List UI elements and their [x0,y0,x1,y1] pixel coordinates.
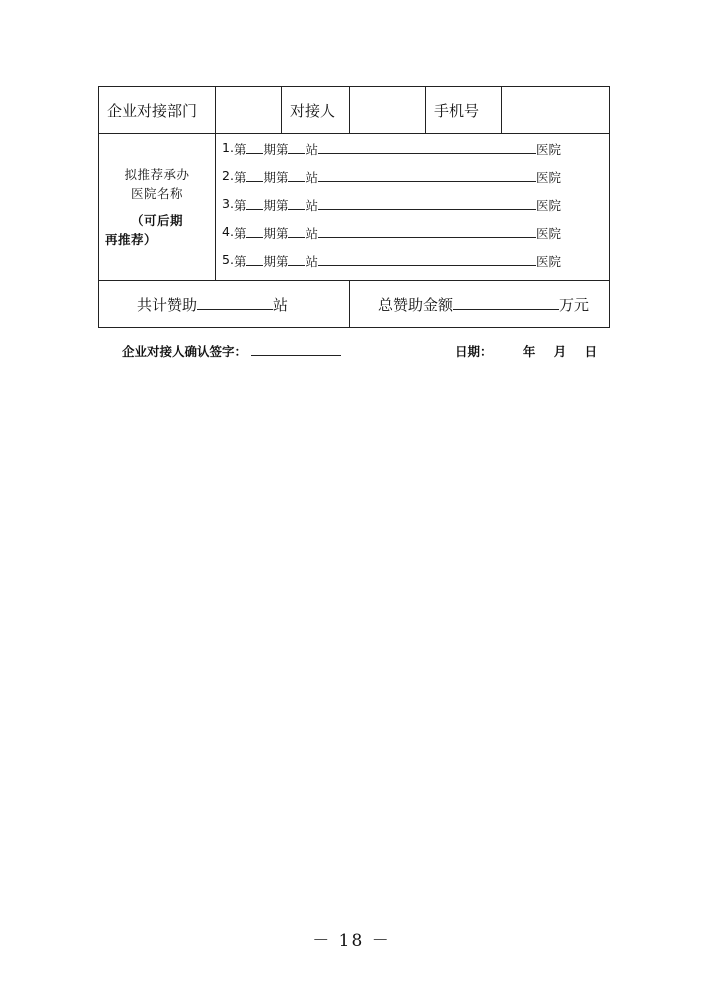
total-amount-field[interactable] [453,296,559,310]
hospital-list [216,134,609,280]
hospital-item [222,196,609,224]
contact-label: 对接人 [282,87,350,134]
hospital-name-field[interactable] [318,252,536,266]
hospital-station-field[interactable] [288,224,305,238]
hospital-item-station-suffix: 站 [305,226,318,241]
hospital-item-number: 4. [222,224,234,239]
totals-row [99,281,610,328]
total-stations-field[interactable] [197,296,273,310]
hospital-item-station-suffix: 站 [305,198,318,213]
sponsorship-form-table [98,86,610,328]
dept-field[interactable] [216,87,282,134]
signature-line [122,342,341,360]
amount-prefix: 总赞助金额 [378,295,454,314]
recommend-label-line1: 拟推荐承办 [124,167,190,182]
hospital-item-suffix: 医院 [535,254,561,269]
total-prefix: 共计赞助 [137,295,198,314]
date-label: 日期： [455,344,493,359]
total-stations-cell [99,281,350,328]
hospital-item-station-prefix: 期第 [263,254,289,269]
hospital-item [222,140,609,168]
hospital-item-phase-prefix: 第 [233,142,247,157]
recommend-label [99,134,216,281]
hospital-item-phase-prefix: 第 [233,170,247,185]
hospital-item-number: 1. [222,140,234,155]
hospital-item-station-prefix: 期第 [263,170,289,185]
hospital-station-field[interactable] [288,140,305,154]
hospital-item-phase-prefix: 第 [233,198,247,213]
date-day: 日 [584,344,598,359]
signature-label: 企业对接人确认签字： [122,344,248,359]
hospital-name-field[interactable] [318,196,536,210]
date-line [455,342,597,360]
dept-label: 企业对接部门 [99,87,216,134]
phone-label: 手机号 [426,87,502,134]
hospital-item-phase-prefix: 第 [233,254,247,269]
phone-field[interactable] [502,87,610,134]
hospital-name-field[interactable] [318,224,536,238]
hospital-phase-field[interactable] [246,196,263,210]
contact-field[interactable] [350,87,426,134]
hospital-item-number: 5. [222,252,234,267]
hospital-item [222,224,609,252]
hospital-item [222,252,609,280]
hospital-item-suffix: 医院 [535,170,561,185]
hospital-item [222,168,609,196]
hospital-phase-field[interactable] [246,252,263,266]
total-suffix: 站 [273,295,289,314]
hospital-item-station-prefix: 期第 [263,142,289,157]
total-amount-cell [350,281,610,328]
hospital-station-field[interactable] [288,168,305,182]
contact-info-row [99,87,610,134]
date-year: 年 [522,344,536,359]
date-month: 月 [553,344,567,359]
amount-suffix: 万元 [559,295,590,314]
hospital-name-field[interactable] [318,168,536,182]
hospital-item-station-suffix: 站 [305,142,318,157]
recommend-note-line2: 再推荐） [105,232,158,247]
hospital-item-suffix: 医院 [535,226,561,241]
hospital-item-station-prefix: 期第 [263,226,289,241]
recommend-label-line2: 医院名称 [130,186,183,201]
page-number: － 18 － [312,931,391,951]
hospital-name-field[interactable] [318,140,536,154]
hospital-station-field[interactable] [288,196,305,210]
hospital-item-station-suffix: 站 [305,254,318,269]
hospital-list-cell [216,134,610,281]
recommend-note-line1: （可后期 [130,213,183,228]
hospital-item-phase-prefix: 第 [233,226,247,241]
hospital-item-station-suffix: 站 [305,170,318,185]
hospital-phase-field[interactable] [246,140,263,154]
hospital-phase-field[interactable] [246,168,263,182]
hospital-station-field[interactable] [288,252,305,266]
hospital-item-station-prefix: 期第 [263,198,289,213]
hospital-phase-field[interactable] [246,224,263,238]
hospital-recommend-row [99,134,610,281]
hospital-item-suffix: 医院 [535,198,561,213]
signature-field[interactable] [251,343,341,356]
hospital-item-suffix: 医院 [535,142,561,157]
hospital-item-number: 3. [222,196,234,211]
hospital-item-number: 2. [222,168,234,183]
